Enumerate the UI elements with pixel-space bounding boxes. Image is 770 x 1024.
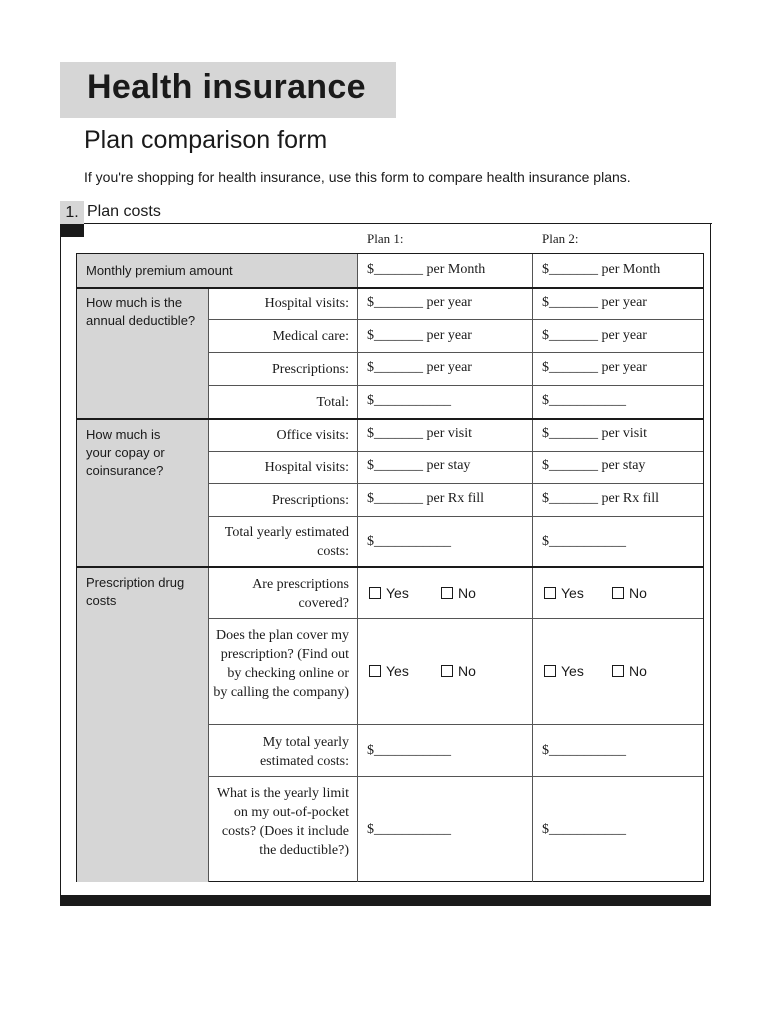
plan1-plan-covers-yes[interactable] [369, 663, 409, 679]
intro-text: If you're shopping for health insurance, use this form to compare health insurance plans. [84, 169, 631, 185]
plan2-covered-yes[interactable] [544, 585, 584, 601]
section-bottom-bar [60, 895, 711, 906]
drug-label-cell [77, 566, 208, 882]
copay-prescriptions-label: Prescriptions: [272, 493, 349, 508]
plan1-copay-office-field[interactable]: $_______ per visit [367, 426, 472, 441]
row-line [208, 483, 703, 484]
drug-covered-label: Are prescriptions covered? [252, 577, 349, 611]
copay-office-label: Office visits: [276, 428, 349, 443]
title-banner [60, 62, 396, 118]
drug-label: Prescription drug costs [86, 575, 185, 608]
section-number: 1. [60, 201, 84, 224]
row-line [208, 451, 703, 452]
yes-label: Yes [561, 663, 584, 679]
no-label: No [629, 663, 647, 679]
plan2-deductible-hospital-field[interactable]: $_______ per year [542, 295, 647, 310]
yes-label: Yes [561, 585, 584, 601]
plan1-copay-hospital-field[interactable]: $_______ per stay [367, 458, 471, 473]
copay-total-label: Total yearly estimated costs: [224, 525, 349, 559]
deductible-label: How much is the annual deductible? [86, 295, 196, 328]
row-line [208, 385, 703, 386]
checkbox-icon[interactable] [441, 587, 453, 599]
plan2-copay-hospital-field[interactable]: $_______ per stay [542, 458, 646, 473]
row-line [208, 618, 703, 619]
plan1-deductible-hospital-field[interactable]: $_______ per year [367, 295, 472, 310]
no-label: No [458, 585, 476, 601]
deductible-hospital-label: Hospital visits: [264, 296, 349, 311]
plan1-deductible-total-field[interactable]: $___________ [367, 393, 451, 408]
row-line [77, 418, 703, 420]
plan1-plan-covers-no[interactable] [441, 663, 476, 679]
plan2-header: Plan 2: [542, 231, 579, 246]
no-label: No [629, 585, 647, 601]
plan1-covered-no[interactable] [441, 585, 476, 601]
divider-plan1 [357, 254, 358, 882]
plan2-copay-total-field[interactable]: $___________ [542, 534, 626, 549]
comparison-table [76, 253, 704, 882]
plan1-covered-yes[interactable] [369, 585, 409, 601]
plan2-copay-office-field[interactable]: $_______ per visit [542, 426, 647, 441]
row-line [208, 516, 703, 517]
yes-label: Yes [386, 585, 409, 601]
plan2-drug-oop-field[interactable]: $___________ [542, 822, 626, 837]
row-line [77, 287, 703, 289]
plan2-covered-no[interactable] [612, 585, 647, 601]
divider-plan2 [532, 254, 533, 882]
plan1-premium-field[interactable]: $_______ per Month [367, 262, 486, 277]
plan1-copay-prescriptions-field[interactable]: $_______ per Rx fill [367, 491, 485, 506]
plan2-copay-prescriptions-field[interactable]: $_______ per Rx fill [542, 491, 660, 506]
copay-label: How much is your copay or coinsurance? [86, 427, 165, 478]
no-label: No [458, 663, 476, 679]
divider-sub [208, 287, 209, 882]
plan2-deductible-prescriptions-field[interactable]: $_______ per year [542, 360, 647, 375]
drug-oop-label: What is the yearly limit on my out-of-pocket costs? (Does it include the deductible?) [216, 786, 349, 858]
plan2-deductible-medical-field[interactable]: $_______ per year [542, 328, 647, 343]
row-line [208, 352, 703, 353]
drug-plan-covers-label: Does the plan cover my prescription? (Find out by checking online or by calling the company) [213, 628, 349, 700]
plan2-plan-covers-no[interactable] [612, 663, 647, 679]
row-line [77, 566, 703, 568]
row-line [208, 776, 703, 777]
drug-my-total-label: My total yearly estimated costs: [259, 735, 349, 769]
premium-label: Monthly premium amount [86, 263, 233, 278]
row-line [208, 724, 703, 725]
checkbox-icon[interactable] [544, 665, 556, 677]
checkbox-icon[interactable] [612, 587, 624, 599]
deductible-medical-label: Medical care: [272, 329, 349, 344]
plan1-deductible-prescriptions-field[interactable]: $_______ per year [367, 360, 472, 375]
section-title: Plan costs [87, 203, 161, 220]
row-line [208, 319, 703, 320]
deductible-total-label: Total: [316, 395, 349, 410]
page-subtitle: Plan comparison form [84, 126, 328, 154]
plan1-deductible-medical-field[interactable]: $_______ per year [367, 328, 472, 343]
plan2-premium-field[interactable]: $_______ per Month [542, 262, 661, 277]
page-title: Health insurance [87, 68, 366, 106]
section-frame-left [60, 237, 61, 895]
yes-label: Yes [386, 663, 409, 679]
plan2-drug-my-total-field[interactable]: $___________ [542, 743, 626, 758]
plan1-copay-total-field[interactable]: $___________ [367, 534, 451, 549]
checkbox-icon[interactable] [369, 587, 381, 599]
plan2-deductible-total-field[interactable]: $___________ [542, 393, 626, 408]
deductible-prescriptions-label: Prescriptions: [272, 362, 349, 377]
plan1-header: Plan 1: [367, 231, 404, 246]
checkbox-icon[interactable] [544, 587, 556, 599]
plan1-drug-my-total-field[interactable]: $___________ [367, 743, 451, 758]
plan1-drug-oop-field[interactable]: $___________ [367, 822, 451, 837]
checkbox-icon[interactable] [441, 665, 453, 677]
plan2-plan-covers-yes[interactable] [544, 663, 584, 679]
copay-hospital-label: Hospital visits: [264, 460, 349, 475]
checkbox-icon[interactable] [369, 665, 381, 677]
checkbox-icon[interactable] [612, 665, 624, 677]
